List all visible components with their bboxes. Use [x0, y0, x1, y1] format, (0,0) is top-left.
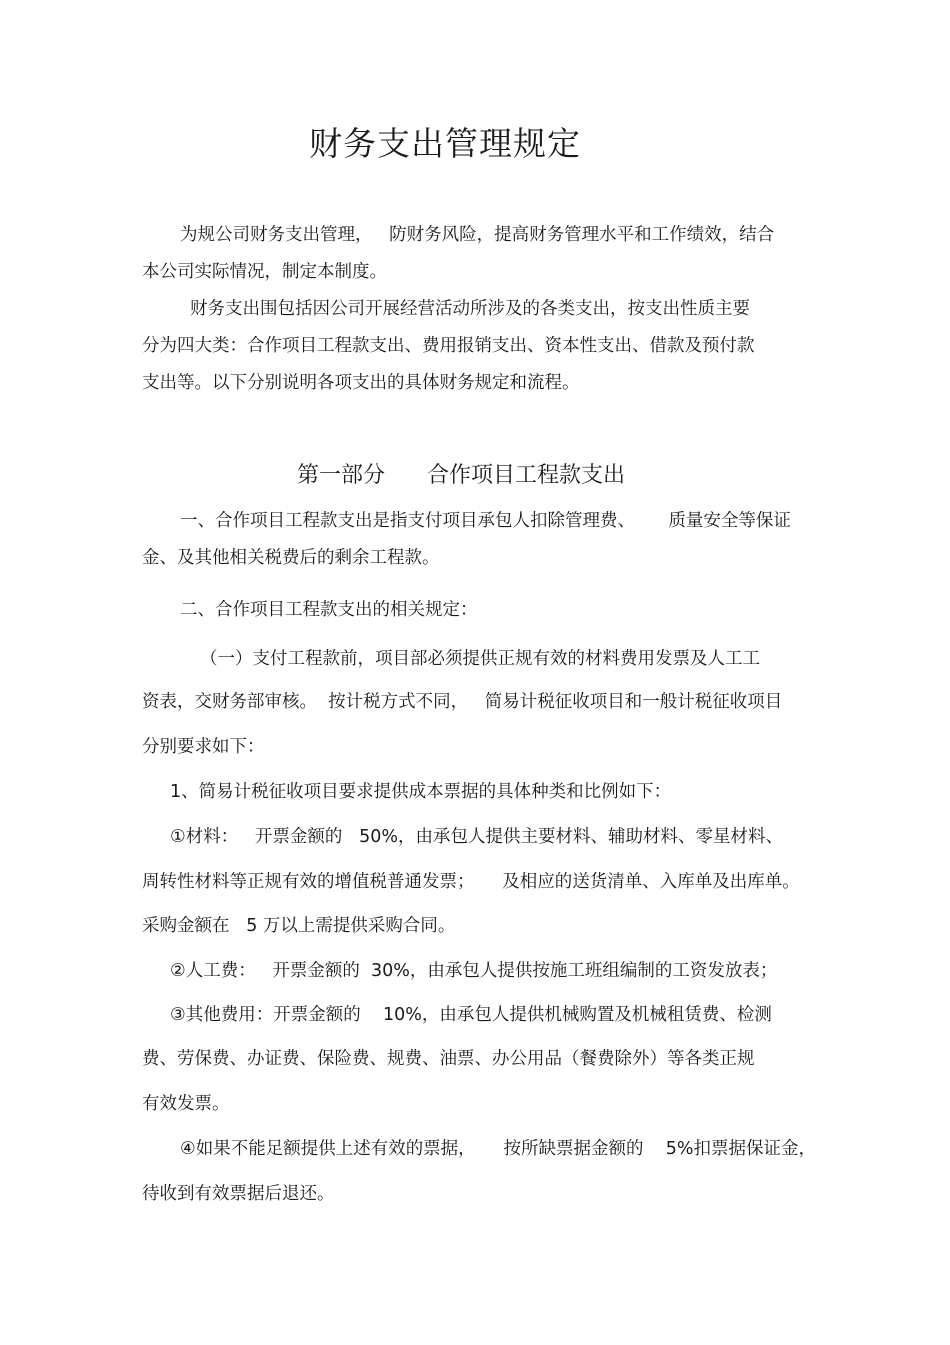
body-line-6: 分别要求如下： — [142, 737, 265, 757]
body-line-2: 金、及其他相关税费后的剩余工程款。 — [142, 548, 440, 568]
body-line-7: 1、简易计税征收项目要求提供成本票据的具体种类和比例如下： — [170, 782, 672, 802]
intro-line-5: 支出等。以下分别说明各项支出的具体财务规定和流程。 — [142, 373, 580, 393]
body-line-8: ①材料： 开票金额的 50%，由承包人提供主要材料、辅助材料、零星材料、 — [170, 827, 783, 847]
body-line-1: 一、合作项目工程款支出是指支付项目承包人扣除管理费、 质量安全等保证 — [180, 511, 791, 531]
body-line-11: ②人工费： 开票金额的 30%，由承包人提供按施工班组编制的工资发放表； — [170, 961, 778, 981]
intro-line-1: 为规公司财务支出管理， 防财务风险，提高财务管理水平和工作绩效，结合 — [180, 225, 775, 245]
body-line-5: 资表，交财务部审核。 按计税方式不同， 简易计税征收项目和一般计税征收项目 — [142, 692, 783, 712]
body-line-13: 费、劳保费、办证费、保险费、规费、油票、办公用品（餐费除外）等各类正规 — [142, 1049, 755, 1069]
body-line-10: 采购金额在 5 万以上需提供采购合同。 — [142, 916, 456, 936]
body-line-15: ④如果不能足额提供上述有效的票据， 按所缺票据金额的 5%扣票据保证金， — [180, 1139, 817, 1159]
body-line-3: 二、合作项目工程款支出的相关规定： — [180, 600, 478, 620]
body-line-4: （一）支付工程款前，项目部必须提供正规有效的材料费用发票及人工工 — [200, 649, 760, 669]
section-title: 第一部分 合作项目工程款支出 — [297, 463, 625, 488]
body-line-9: 周转性材料等正规有效的增值税普通发票； 及相应的送货清单、入库单及出库单。 — [142, 872, 800, 892]
intro-line-3: 财务支出围包括因公司开展经营活动所涉及的各类支出，按支出性质主要 — [190, 299, 750, 319]
intro-line-2: 本公司实际情况，制定本制度。 — [142, 262, 387, 282]
intro-line-4: 分为四大类：合作项目工程款支出、费用报销支出、资本性支出、借款及预付款 — [142, 336, 755, 356]
document-title: 财务支出管理规定 — [309, 124, 581, 163]
body-line-12: ③其他费用：开票金额的 10%，由承包人提供机械购置及机械租赁费、检测 — [170, 1005, 772, 1025]
body-line-14: 有效发票。 — [142, 1094, 230, 1114]
body-line-16: 待收到有效票据后退还。 — [142, 1184, 335, 1204]
